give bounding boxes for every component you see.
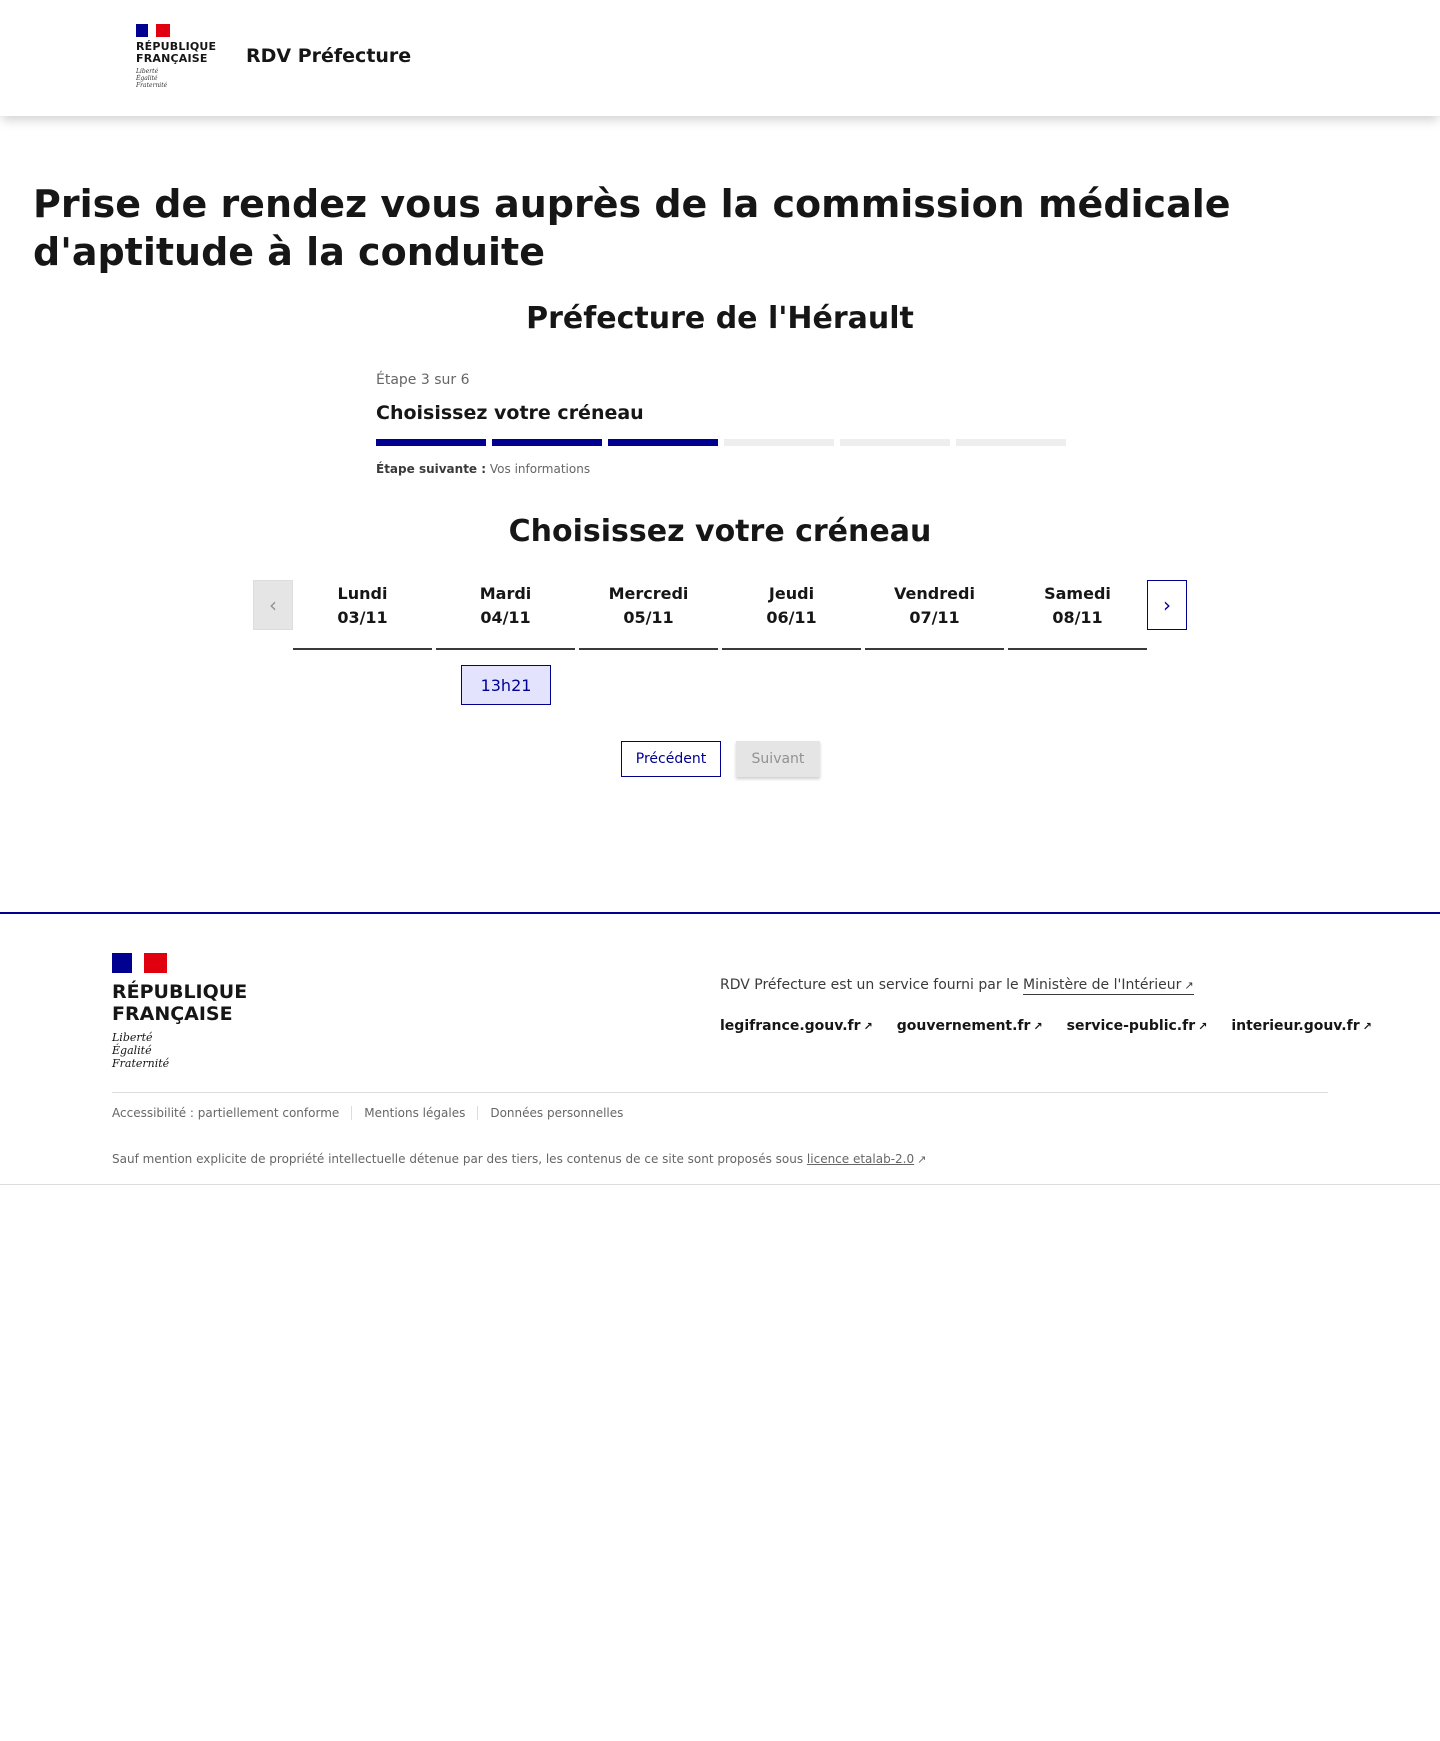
footer-link-interieur[interactable]: interieur.gouv.fr ↗ (1231, 1018, 1372, 1034)
footer-logo-text: RÉPUBLIQUE FRANÇAISE (112, 981, 248, 1025)
accessibility-link[interactable]: Accessibilité : partiellement conforme (112, 1106, 340, 1120)
day-name: Samedi (1044, 584, 1111, 603)
day-name: Jeudi (768, 584, 815, 603)
stepper (376, 372, 1066, 476)
day-date: 05/11 (623, 608, 674, 627)
step-bar (376, 439, 486, 446)
marianne-logo[interactable] (136, 24, 222, 89)
external-link-icon: ↗ (1198, 1020, 1208, 1033)
day-column (865, 580, 1004, 650)
day-column (436, 580, 575, 650)
site-header (0, 0, 1440, 116)
step-title: Choisissez votre créneau (376, 402, 644, 424)
legal-mentions-link[interactable]: Mentions légales (351, 1106, 477, 1120)
site-footer (0, 912, 1440, 1185)
footer-link-gouvernement[interactable]: gouvernement.fr ↗ (896, 1018, 1043, 1034)
footer-devise: Liberté Égalité Fraternité (112, 1031, 170, 1070)
day-name: Mercredi (608, 584, 689, 603)
footer-link-legifrance[interactable]: legifrance.gouv.fr ↗ (720, 1018, 873, 1034)
previous-week-button[interactable] (253, 580, 293, 630)
step-next-label: Étape suivante : (376, 462, 487, 476)
next-button[interactable]: Suivant (736, 741, 820, 777)
day-name: Lundi (337, 584, 388, 603)
next-week-button[interactable] (1147, 580, 1187, 630)
days-row (293, 580, 1147, 650)
footer-links (720, 1018, 1372, 1034)
day-name: Mardi (479, 584, 532, 603)
flag-icon (136, 24, 170, 37)
logo-text: RÉPUBLIQUE FRANÇAISE (136, 40, 217, 65)
external-link-icon: ↗ (863, 1020, 873, 1033)
step-bar (840, 439, 950, 446)
footer-divider (112, 1092, 1328, 1093)
day-date: 08/11 (1052, 608, 1103, 627)
external-link-icon: ↗ (917, 1153, 927, 1166)
licence-link[interactable]: licence etalab-2.0 (806, 1152, 915, 1166)
footer-bottom-links (112, 1106, 635, 1120)
step-next (376, 462, 1066, 476)
footer-description: RDV Préfecture est un service fourni par le Ministère de l'Intérieur ↗ (720, 977, 1194, 993)
footer-licence: Sauf mention explicite de propriété intellectuelle détenue par des tiers, les contenus de ce site sont proposés sous licence etalab-2.0 ↗ (112, 1152, 927, 1166)
external-link-icon: ↗ (1362, 1020, 1372, 1033)
personal-data-link[interactable]: Données personnelles (477, 1106, 635, 1120)
chevron-right-icon: › (1163, 593, 1171, 617)
day-date: 06/11 (766, 608, 817, 627)
day-date: 04/11 (480, 608, 531, 627)
creneau-title: Choisissez votre créneau (508, 514, 932, 549)
day-date: 03/11 (337, 608, 388, 627)
step-state: Étape 3 sur 6 (376, 372, 470, 388)
service-title[interactable]: RDV Préfecture (246, 45, 412, 67)
footer-link-service-public[interactable]: service-public.fr ↗ (1066, 1018, 1208, 1034)
step-progress (376, 439, 1066, 446)
page-title: Prise de rendez vous auprès de la commission médicale d'aptitude à la conduite (33, 182, 1231, 274)
step-bar (608, 439, 718, 446)
day-column (293, 580, 432, 650)
step-bar (956, 439, 1066, 446)
day-name: Vendredi (894, 584, 975, 603)
step-next-value: Vos informations (486, 462, 591, 476)
day-column (1008, 580, 1147, 650)
previous-button[interactable]: Précédent (621, 741, 721, 777)
slot-button[interactable]: 13h21 (461, 665, 551, 705)
flag-icon (112, 953, 167, 973)
step-bar (724, 439, 834, 446)
ministere-link[interactable]: Ministère de l'Intérieur ↗ (1023, 977, 1194, 993)
footer-marianne-logo[interactable] (112, 953, 248, 1070)
external-link-icon: ↗ (1184, 979, 1194, 992)
devise: Liberté Égalité Fraternité (136, 68, 168, 89)
day-column (722, 580, 861, 650)
external-link-icon: ↗ (1033, 1020, 1043, 1033)
prefecture-title: Préfecture de l'Hérault (526, 301, 914, 336)
chevron-left-icon: ‹ (269, 593, 277, 617)
day-date: 07/11 (909, 608, 960, 627)
day-column (579, 580, 718, 650)
step-bar (492, 439, 602, 446)
